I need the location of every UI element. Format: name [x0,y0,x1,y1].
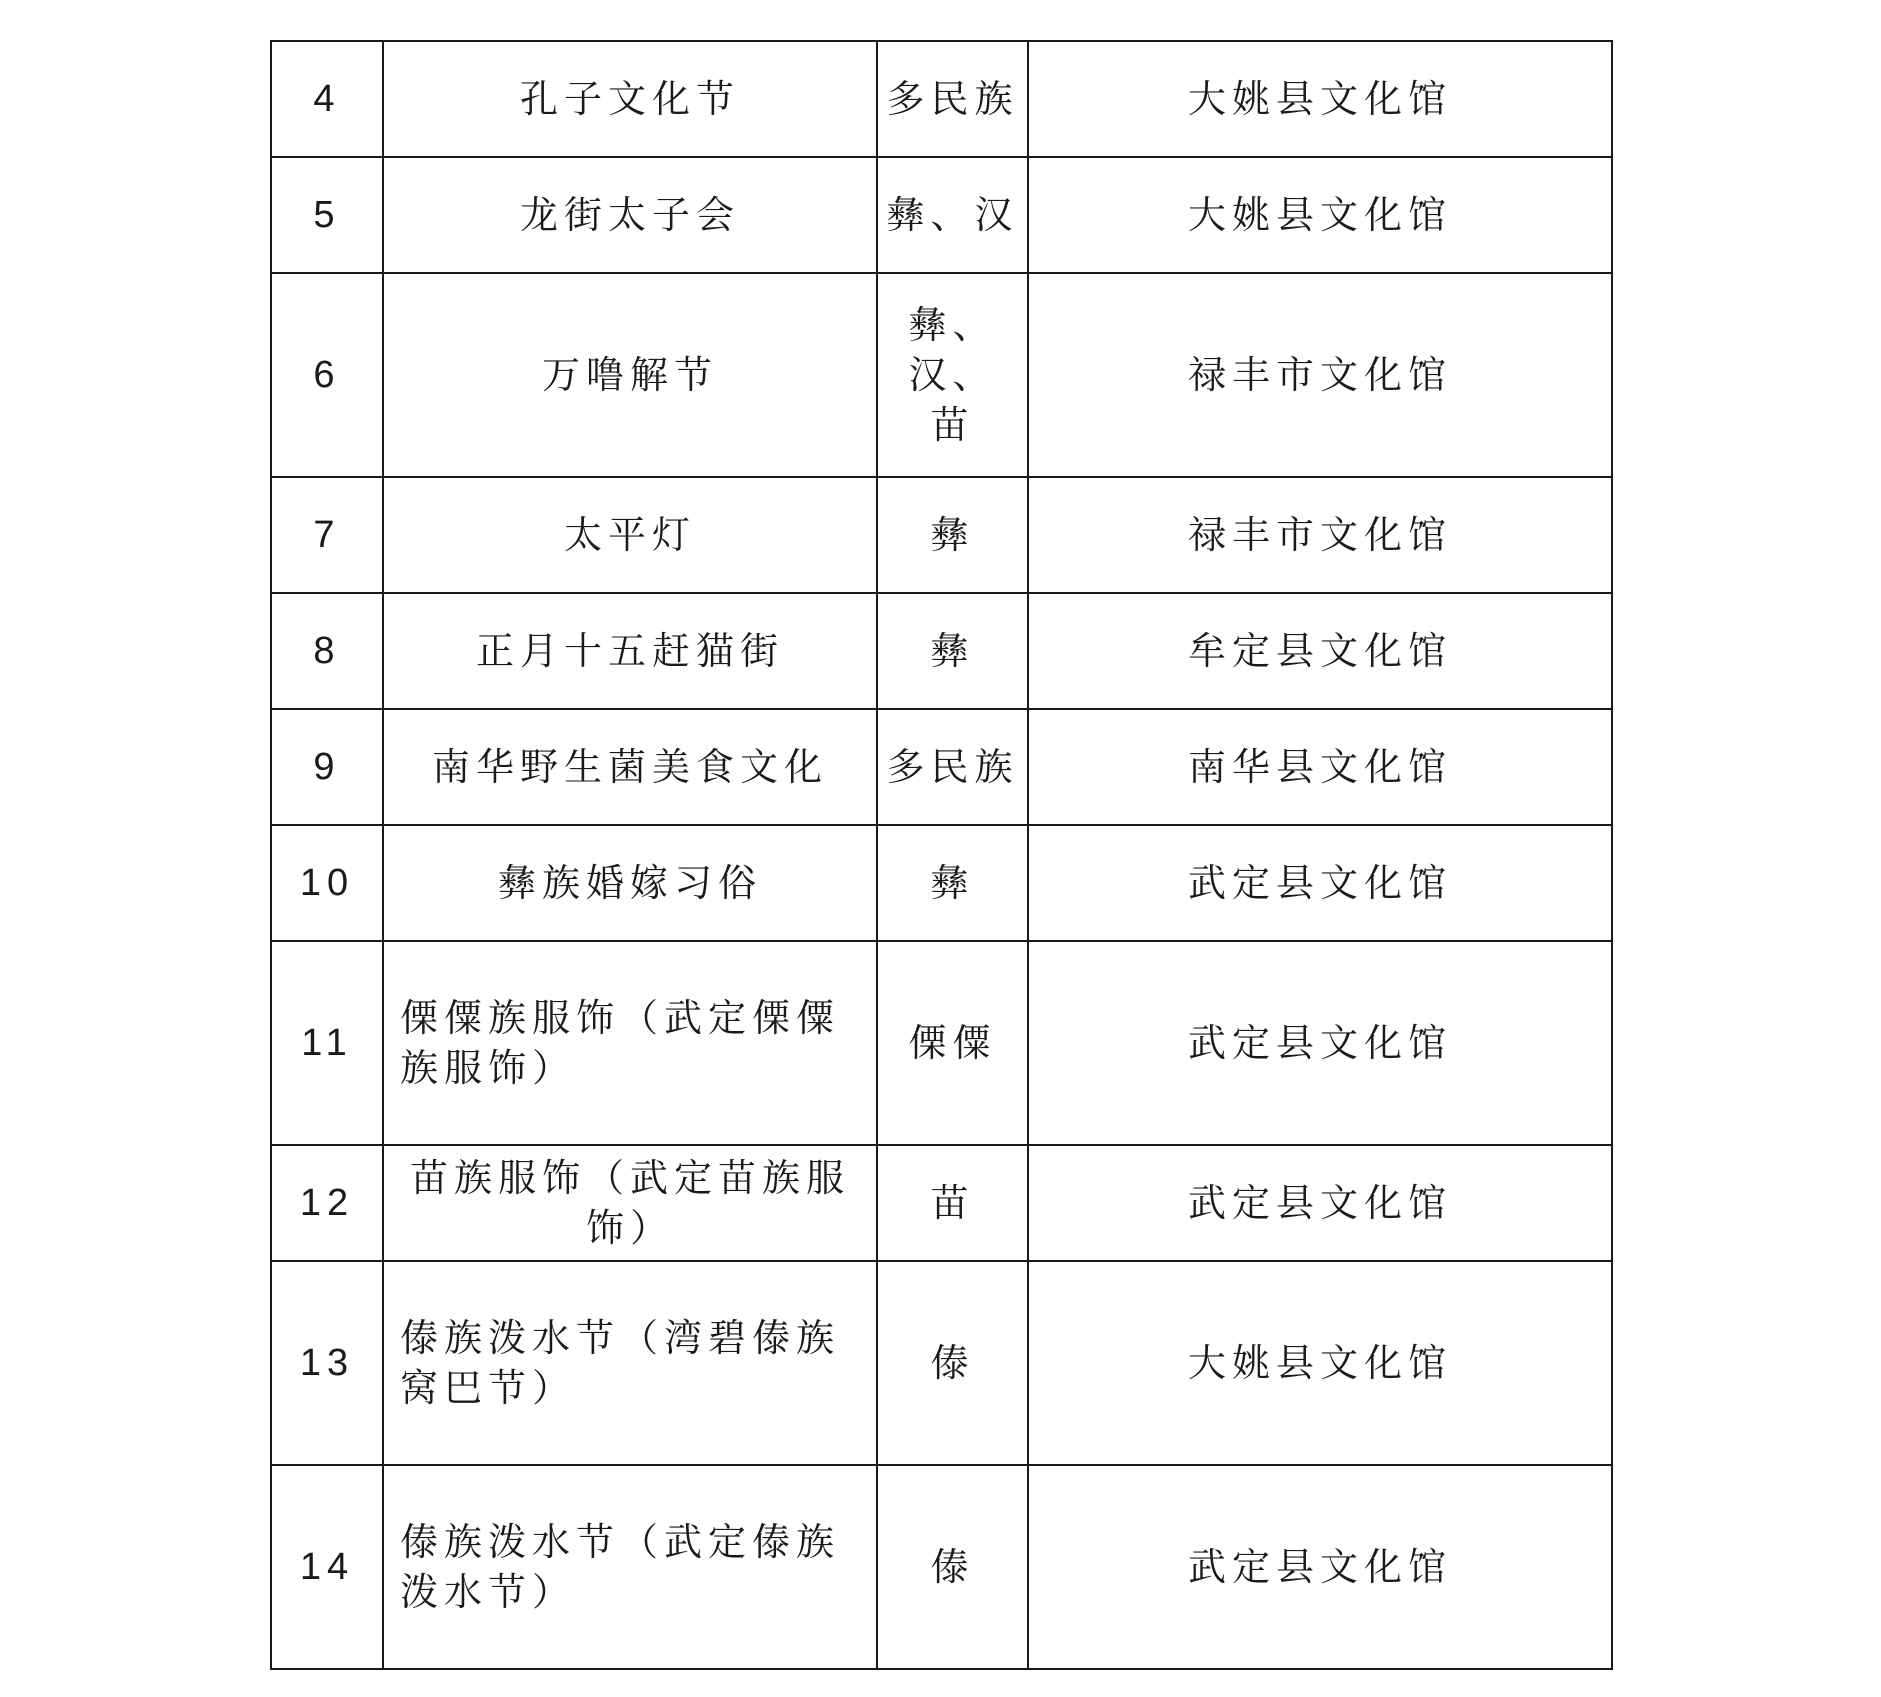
row-number: 6 [313,354,341,396]
row-number-cell [271,709,383,825]
table-row [271,157,1612,273]
project-name-cell [383,1145,877,1261]
ethnicity-cell [877,1145,1028,1261]
project-name-cell [383,593,877,709]
organization: 武定县文化馆 [1187,1181,1452,1225]
project-name: 南华野生菌美食文化 [431,745,828,789]
table-row [271,825,1612,941]
organization: 禄丰市文化馆 [1187,353,1452,397]
row-number: 12 [299,1182,355,1224]
row-number: 14 [299,1546,355,1588]
table-row [271,41,1612,157]
organization: 大姚县文化馆 [1187,1341,1452,1385]
table-row [271,273,1612,477]
ethnicity: 彝 [930,861,975,905]
project-name: 万噜解节 [541,353,718,397]
project-name-cell [383,1465,877,1669]
ethnicity: 彝、汉 [886,193,1019,237]
row-number: 5 [313,194,341,236]
organization-cell [1028,709,1612,825]
row-number-cell [271,41,383,157]
ethnicity: 彝 [930,513,975,557]
organization: 南华县文化馆 [1187,745,1452,789]
organization: 大姚县文化馆 [1187,77,1452,121]
ethnicity-cell [877,941,1028,1145]
row-number-cell [271,593,383,709]
project-name-cell [383,157,877,273]
row-number: 11 [301,1022,353,1064]
ethnicity-cell [877,709,1028,825]
project-name-cell [383,1261,877,1465]
row-number-cell [271,825,383,941]
project-name: 太平灯 [563,513,696,557]
ethnicity: 傣 [930,1545,975,1589]
ethnicity: 多民族 [886,745,1019,789]
organization-cell [1028,157,1612,273]
ethnicity: 彝、汉、苗 [908,303,997,447]
project-name: 傣族泼水节（湾碧傣族窝巴节） [400,1316,841,1410]
organization-cell [1028,477,1612,593]
table-row [271,1261,1612,1465]
ethnicity: 苗 [930,1181,975,1225]
row-number-cell [271,1261,383,1465]
ethnicity-cell [877,157,1028,273]
ethnicity-cell [877,825,1028,941]
ethnicity: 傈僳 [908,1021,997,1065]
organization-cell [1028,941,1612,1145]
heritage-list-table [270,40,1613,1670]
project-name: 龙街太子会 [519,193,740,237]
ethnicity-cell [877,1261,1028,1465]
row-number-cell [271,941,383,1145]
organization-cell [1028,593,1612,709]
row-number-cell [271,273,383,477]
organization-cell [1028,273,1612,477]
project-name: 正月十五赶猫街 [475,629,784,673]
project-name-cell [383,273,877,477]
row-number: 4 [313,78,341,120]
ethnicity: 彝 [930,629,975,673]
organization: 武定县文化馆 [1187,1545,1452,1589]
organization: 武定县文化馆 [1187,861,1452,905]
ethnicity-cell [877,41,1028,157]
organization-cell [1028,41,1612,157]
project-name-cell [383,825,877,941]
table-row [271,1145,1612,1261]
project-name-cell [383,941,877,1145]
ethnicity-cell [877,273,1028,477]
organization-cell [1028,1261,1612,1465]
table-row [271,477,1612,593]
project-name: 傈僳族服饰（武定傈僳族服饰） [400,996,841,1090]
ethnicity: 傣 [930,1341,975,1385]
table-row [271,1465,1612,1669]
ethnicity-cell [877,1465,1028,1669]
project-name: 孔子文化节 [519,77,740,121]
ethnicity: 多民族 [886,77,1019,121]
organization-cell [1028,1145,1612,1261]
row-number-cell [271,1465,383,1669]
ethnicity-cell [877,477,1028,593]
organization: 武定县文化馆 [1187,1021,1452,1065]
project-name-cell [383,41,877,157]
row-number: 8 [313,630,341,672]
table-row [271,709,1612,825]
project-name: 彝族婚嫁习俗 [497,861,762,905]
row-number-cell [271,1145,383,1261]
organization: 牟定县文化馆 [1187,629,1452,673]
row-number-cell [271,477,383,593]
row-number: 9 [313,746,341,788]
project-name-cell [383,709,877,825]
project-name-cell [383,477,877,593]
project-name: 苗族服饰（武定苗族服饰） [409,1156,850,1250]
project-name: 傣族泼水节（武定傣族泼水节） [400,1520,841,1614]
organization: 大姚县文化馆 [1187,193,1452,237]
table-row [271,593,1612,709]
row-number: 7 [313,514,341,556]
organization: 禄丰市文化馆 [1187,513,1452,557]
ethnicity-cell [877,593,1028,709]
row-number: 13 [299,1342,355,1384]
table-row [271,941,1612,1145]
organization-cell [1028,825,1612,941]
row-number: 10 [299,862,355,904]
row-number-cell [271,157,383,273]
organization-cell [1028,1465,1612,1669]
